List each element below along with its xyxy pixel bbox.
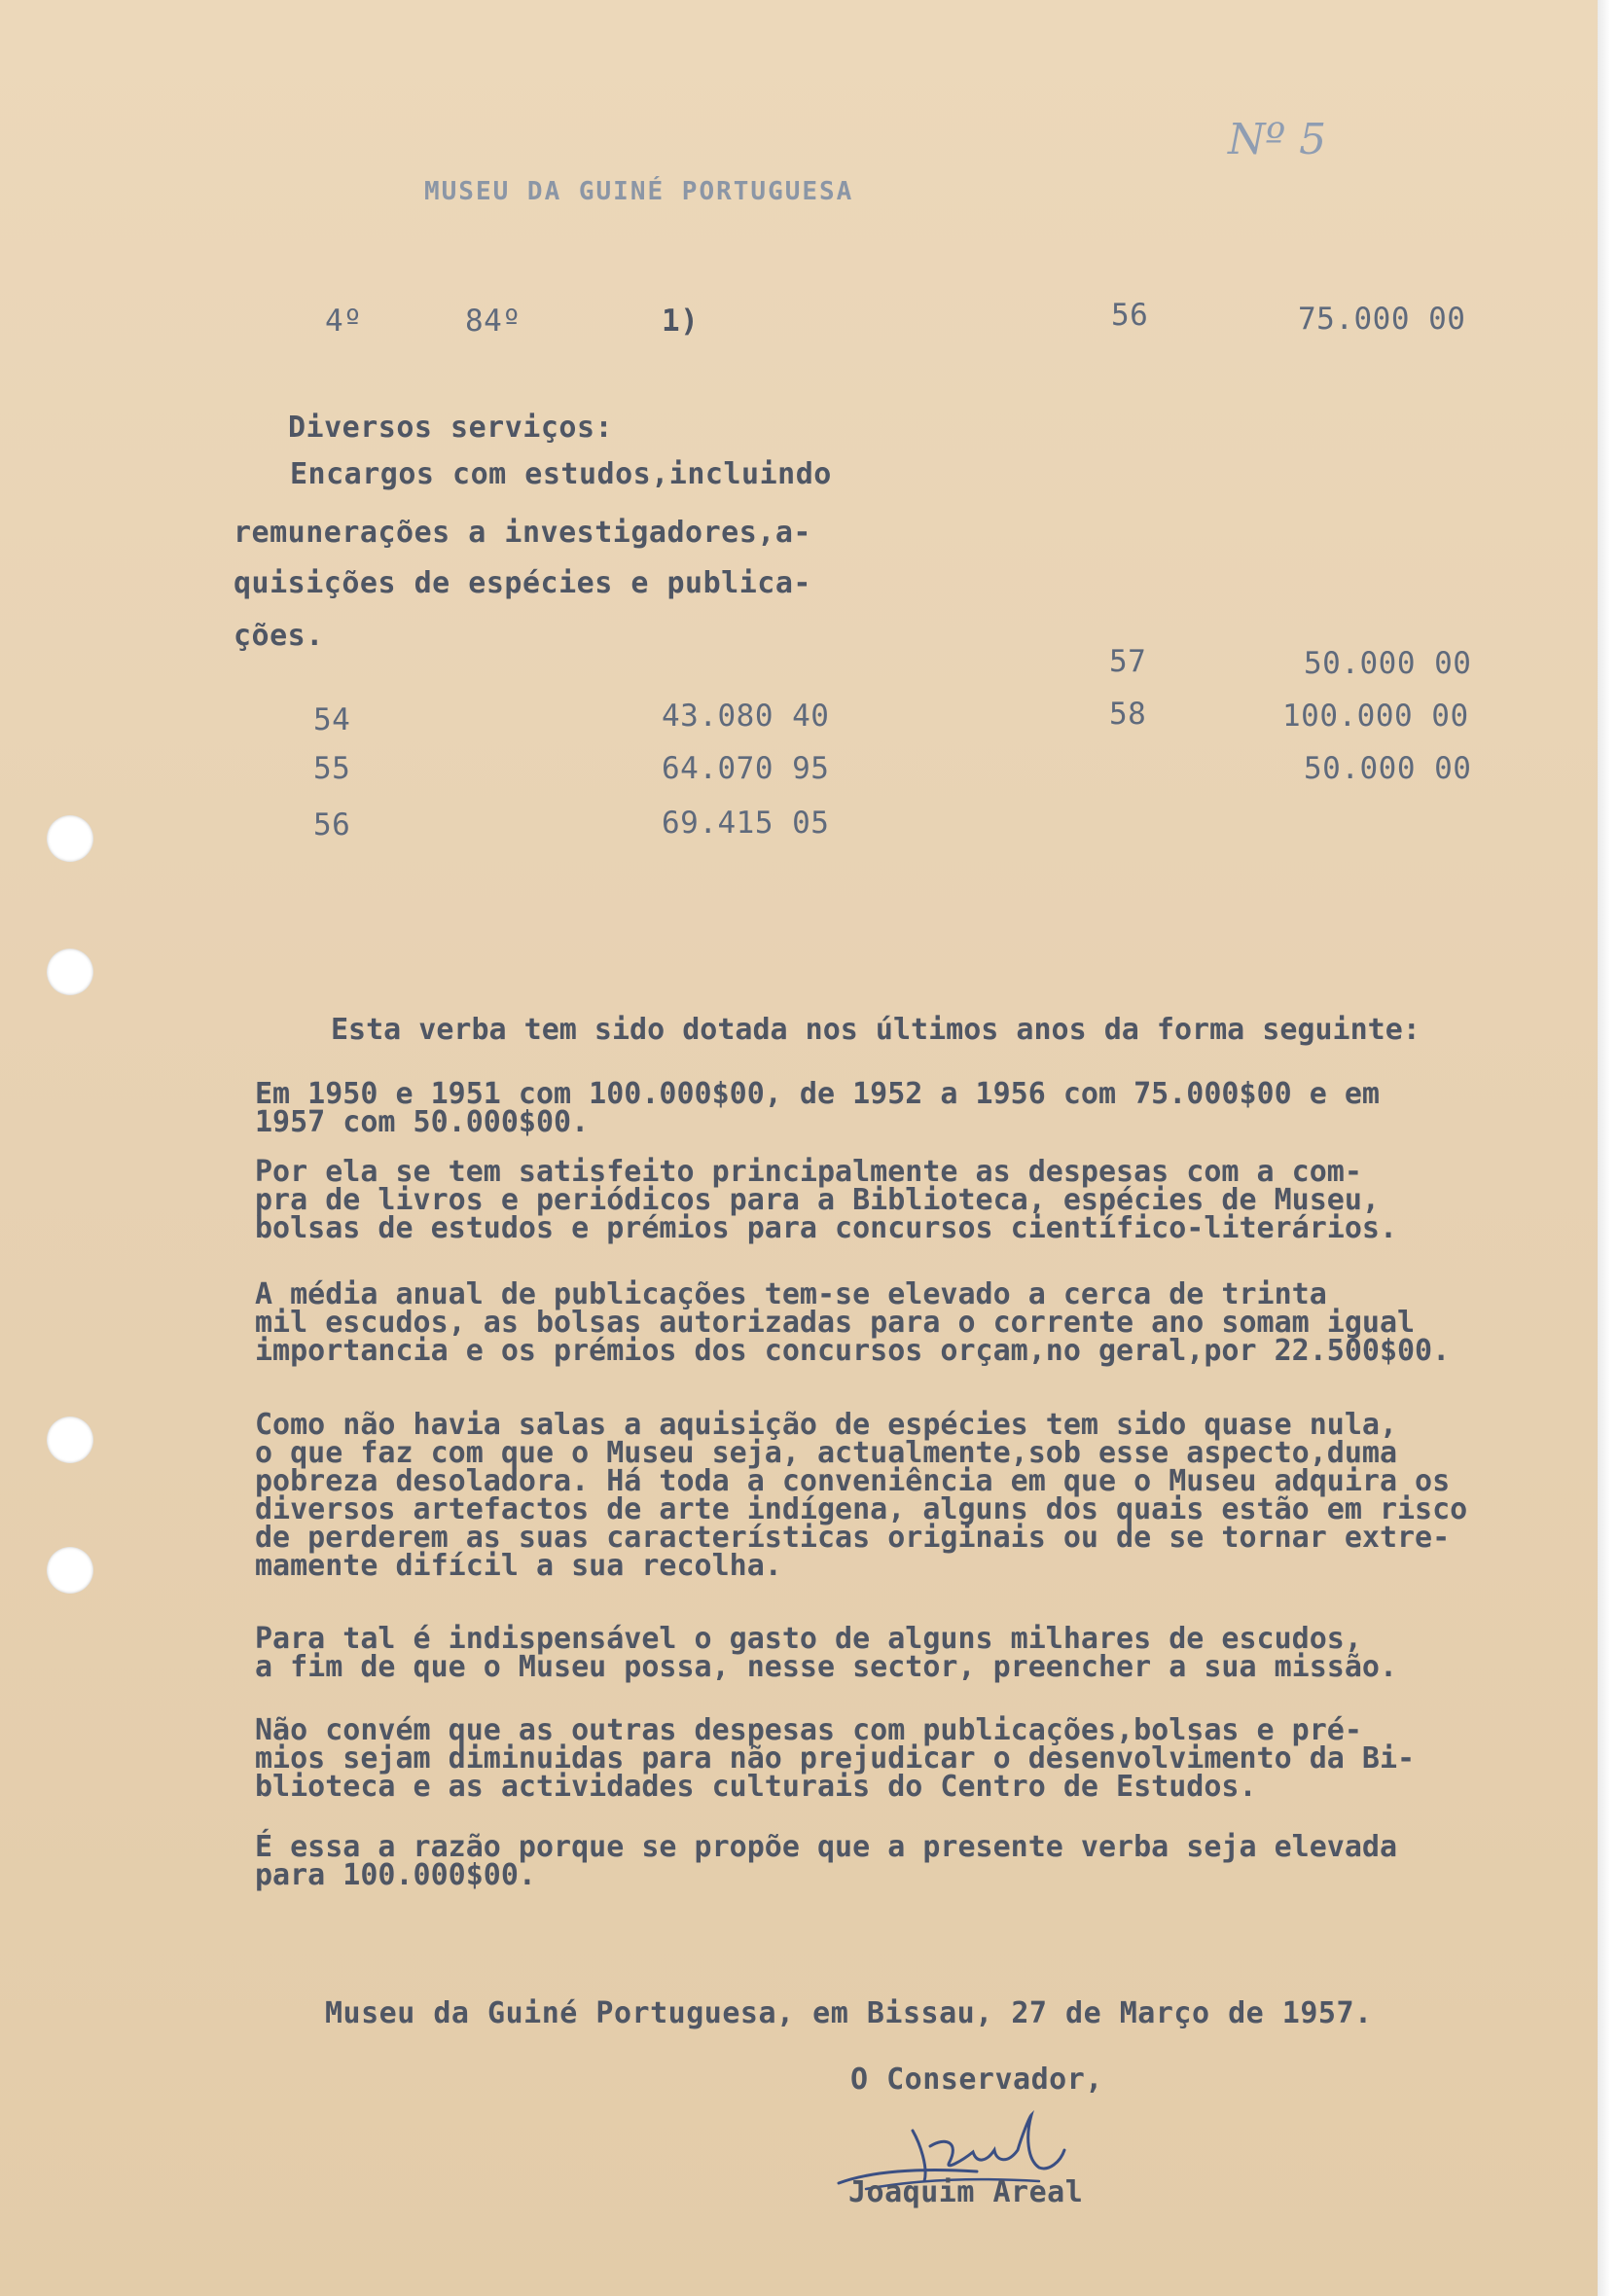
signatory-name: Joaquim Areal <box>848 2175 1084 2209</box>
description-line: remunerações a investigadores,a- <box>234 516 811 550</box>
allocation-amount: 50.000 00 <box>1304 646 1472 681</box>
paragraph: A média anual de publicações tem-se elevado a cerca de trinta mil escudos, as bolsas autorizadas para o corrente ano somam igual importancia e os prémios dos concursos orçam,no geral,por 22.500$00. <box>255 1277 1451 1368</box>
paragraph: Como não havia salas a aquisição de espécies tem sido quase nula, o que faz com que o Museu seja, actualmente,sob esse aspecto,duma pobreza desoladora. Há toda a conveniência em que o Museu adquira os diversos artefactos de arte indígena, alguns dos quais estão em risco de perderem as suas características originais ou de se tornar extre- mamente difícil a sua recolha. <box>255 1408 1468 1583</box>
budget-note-ref: 1) <box>662 304 700 339</box>
paragraph: Esta verba tem sido dotada nos últimos anos da forma seguinte: <box>331 1013 1421 1047</box>
paragraph: Por ela se tem satisfeito principalmente as despesas com a com- pra de livros e periódicos para a Biblioteca, espécies de Museu, bolsas de estudos e prémios para concursos científico-literários. <box>255 1155 1397 1245</box>
expense-amount: 69.415 05 <box>662 806 830 841</box>
allocation-amount: 100.000 00 <box>1282 699 1469 734</box>
place-date: Museu da Guiné Portuguesa, em Bissau, 27 de Março de 1957. <box>325 1996 1373 2030</box>
description-line: ções. <box>234 619 324 653</box>
paragraph: Em 1950 e 1951 com 100.000$00, de 1952 a 1956 com 75.000$00 e em 1957 com 50.000$00. <box>255 1077 1380 1139</box>
expense-year: 56 <box>313 807 351 843</box>
paragraph: Para tal é indispensável o gasto de alguns milhares de escudos, a fim de que o Museu possa, nesse sector, preencher a sua missão. <box>255 1622 1397 1684</box>
budget-year: 56 <box>1111 298 1149 333</box>
description-line: Encargos com estudos,incluindo <box>290 457 832 491</box>
description-line: Diversos serviços: <box>288 411 614 445</box>
expense-amount: 64.070 95 <box>662 751 830 786</box>
punch-hole-top <box>47 815 93 862</box>
expense-year: 54 <box>313 702 351 737</box>
allocation-year: 57 <box>1109 644 1147 679</box>
budget-chapter: 84º <box>465 304 522 339</box>
punch-hole-bottom <box>47 1547 93 1594</box>
institution-header: MUSEU DA GUINÉ PORTUGUESA <box>424 177 854 206</box>
punch-hole-lower <box>47 1417 93 1463</box>
expense-amount: 43.080 40 <box>662 699 830 734</box>
page-edge <box>1598 0 1619 2296</box>
pencil-number-note: Nº 5 <box>1228 115 1327 164</box>
punch-hole-middle <box>47 949 93 995</box>
allocation-amount: 50.000 00 <box>1304 751 1472 786</box>
paragraph: Não convém que as outras despesas com publicações,bolsas e pré- mios sejam diminuidas para não prejudicar o desenvolvimento da Bi- blioteca e as actividades culturais do Centro de Estudos. <box>255 1713 1416 1804</box>
allocation-year: 58 <box>1109 697 1147 732</box>
expense-year: 55 <box>313 751 351 786</box>
signatory-title: O Conservador, <box>850 2063 1103 2097</box>
budget-amount: 75.000 00 <box>1298 302 1466 337</box>
paragraph: É essa a razão porque se propõe que a presente verba seja elevada para 100.000$00. <box>255 1830 1397 1892</box>
description-line: quisições de espécies e publica- <box>234 566 811 600</box>
budget-article: 4º <box>325 304 363 339</box>
